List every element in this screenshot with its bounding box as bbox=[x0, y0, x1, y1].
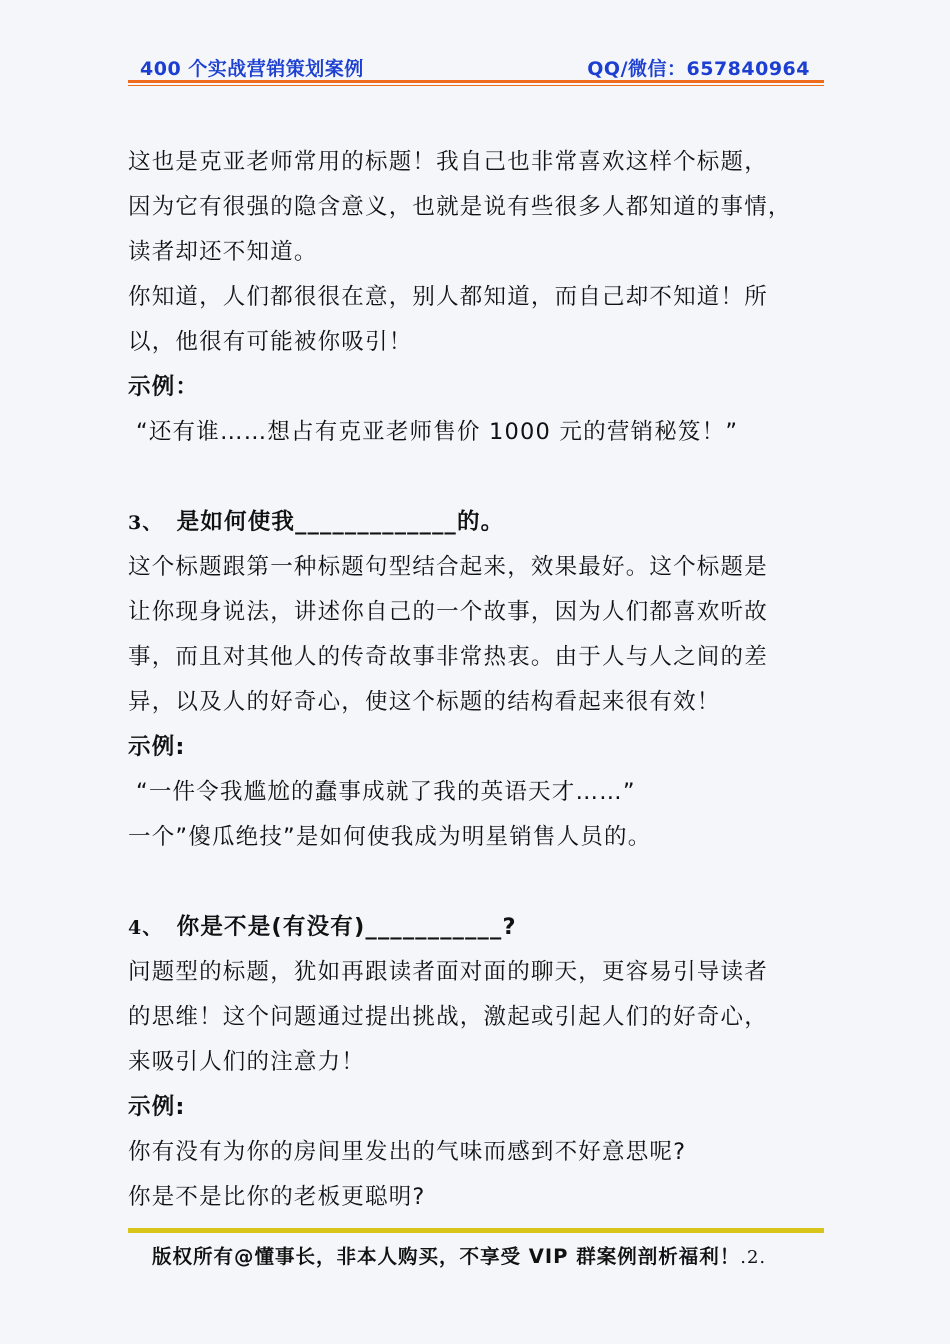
paragraph-line: 问题型的标题，犹如再跟读者面对面的聊天，更容易引导读者 bbox=[128, 959, 768, 985]
example-label: 示例： bbox=[128, 374, 200, 400]
section-number: 3、 bbox=[128, 512, 163, 534]
example-line: 一个”傻瓜绝技”是如何使我成为明星销售人员的。 bbox=[128, 824, 652, 850]
paragraph-line: 的思维！这个问题通过提出挑战，激起或引起人们的好奇心， bbox=[128, 1004, 768, 1030]
section-number: 4、 bbox=[128, 917, 163, 939]
paragraph-line: 这个标题跟第一种标题句型结合起来，效果最好。这个标题是 bbox=[128, 554, 768, 580]
example-quote: “一件令我尴尬的蠢事成就了我的英语天才……” bbox=[136, 779, 636, 805]
example-label: 示例: bbox=[128, 1094, 186, 1120]
example-quote: “还有谁……想占有克亚老师售价 1000 元的营销秘笈！” bbox=[136, 419, 739, 445]
spacer bbox=[128, 455, 828, 500]
paragraph-line: 异，以及人的好奇心，使这个标题的结构看起来很有效！ bbox=[128, 689, 721, 715]
example-line: 你有没有为你的房间里发出的气味而感到不好意思呢? bbox=[128, 1139, 687, 1165]
section-heading bbox=[128, 905, 828, 950]
paragraph-line: 以，他很有可能被你吸引！ bbox=[128, 329, 413, 355]
section-heading bbox=[128, 500, 828, 545]
paragraph-line: 你知道，人们都很很在意，别人都知道，而自己却不知道！所 bbox=[128, 284, 768, 310]
paragraph-line: 因为它有很强的隐含意义，也就是说有些很多人都知道的事情， bbox=[128, 194, 792, 220]
example-label: 示例: bbox=[128, 734, 186, 760]
paragraph-line: 这也是克亚老师常用的标题！我自己也非常喜欢这样个标题， bbox=[128, 149, 768, 175]
page-footer bbox=[152, 1240, 832, 1274]
copyright-notice: 版权所有@懂事长，非本人购买，不享受 VIP 群案例剖析福利！ bbox=[152, 1245, 741, 1268]
spacer bbox=[128, 860, 828, 905]
paragraph-line: 事，而且对其他人的传奇故事非常热衷。由于人与人之间的差 bbox=[128, 644, 768, 670]
header-divider-thick bbox=[128, 80, 824, 83]
section-title: 你是不是(有没有)___________? bbox=[176, 914, 517, 940]
paragraph-line: 读者却还不知道。 bbox=[128, 239, 318, 265]
header-divider-thin bbox=[128, 85, 824, 86]
example-line: 你是不是比你的老板更聪明? bbox=[128, 1184, 426, 1210]
paragraph-line: 来吸引人们的注意力！ bbox=[128, 1049, 366, 1075]
page-body bbox=[128, 140, 828, 1220]
section-title: 是如何使我_____________的。 bbox=[176, 509, 505, 535]
header-title: 400 个实战营销策划案例 bbox=[140, 58, 364, 80]
page-header bbox=[128, 54, 824, 80]
header-contact: QQ/微信：657840964 bbox=[587, 58, 810, 80]
page-number: .2. bbox=[740, 1247, 767, 1268]
paragraph-line: 让你现身说法，讲述你自己的一个故事，因为人们都喜欢听故 bbox=[128, 599, 768, 625]
footer-divider bbox=[128, 1228, 824, 1233]
